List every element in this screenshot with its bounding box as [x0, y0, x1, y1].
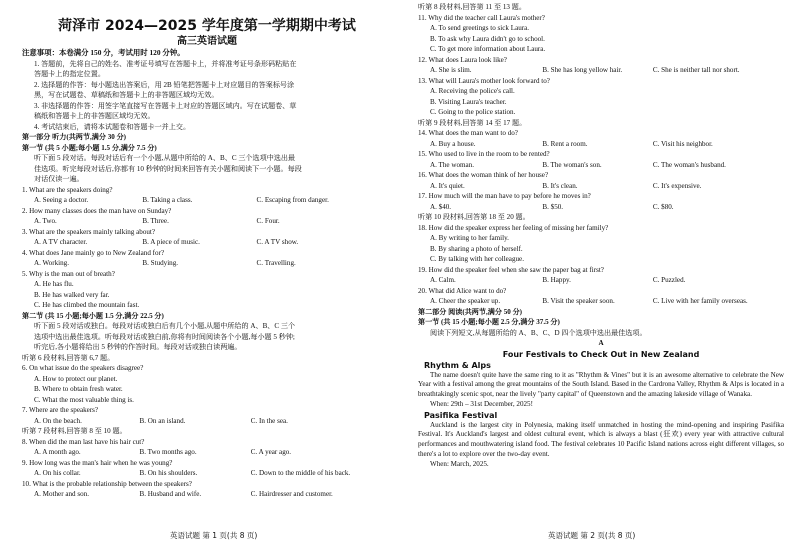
answer-option: C. A year ago.: [250, 448, 292, 456]
answer-option: B. The woman's son.: [542, 160, 602, 169]
answer-options-row: [418, 65, 784, 76]
answer-option: A. $40.: [430, 202, 452, 211]
question-stem: 8. When did the man last have his hair cut?: [22, 437, 145, 446]
answer-option: B. Visiting Laura's teacher.: [430, 97, 507, 106]
question-stem: 6. On what issue do the speakers disagree?: [22, 364, 144, 372]
answer-option: A. He has flu.: [34, 280, 74, 288]
answer-option: C. By talking with her colleague.: [430, 255, 524, 263]
answer-option: C. In the sea.: [250, 416, 288, 425]
festival-heading-2: Pasifika Festival: [424, 410, 498, 420]
question-stem: 1. What are the speakers doing?: [22, 185, 113, 194]
question-stem: 12. What does Laura look like?: [418, 55, 507, 64]
answer-option: B. Happy.: [542, 276, 571, 284]
answer-option: B. Rent a room.: [542, 139, 588, 148]
question-stem: 18. How did the speaker express her feeling of missing her family?: [418, 223, 609, 232]
answer-option: A. Receiving the police's call.: [430, 87, 515, 95]
question-stem: 2. How many classes does the man have on Sunday?: [22, 206, 172, 215]
answer-option: B. Visit the speaker soon.: [542, 297, 615, 305]
material-note: 听第 7 段材料,回答第 8 至 10 题。: [22, 427, 127, 435]
answer-options-row: [418, 275, 784, 286]
instruction-line: 稿纸和答题卡上的非答题区域均无效。: [34, 112, 155, 120]
material-note: 听第 10 段材料,回答第 18 至 20 题。: [418, 213, 530, 221]
answer-option: C. Four.: [256, 217, 280, 225]
question-stem: 14. What does the man want to do?: [418, 129, 518, 137]
answer-option: A. Mother and son.: [34, 490, 89, 498]
answer-option: C. She is neither tall nor short.: [652, 66, 740, 74]
page-footer-left: 英语试题 第 1 页(共 8 页): [170, 531, 258, 540]
answer-option: B. Where to obtain fresh water.: [34, 385, 123, 393]
instruction-line: 1. 答题前，先将自己的姓名、准考证号填写在答题卡上，并将准考证号条形码粘贴在: [34, 59, 297, 68]
question-list-2: [22, 353, 392, 500]
answer-option: C. Visit his neighbor.: [652, 139, 713, 148]
answer-option: C. A TV show.: [256, 238, 299, 246]
instruction-line: 答题卡上的指定位置。: [34, 70, 105, 78]
answer-option: C. Live with her family overseas.: [652, 297, 748, 305]
question-stem: 19. How did the speaker feel when she saw the paper bag at first?: [418, 265, 604, 274]
festival-paragraph-1: The name doesn't quite have the same ring to it as "Rhythm & Vines" but it is an awesome alternative to celebrate the New Year with a festival among the great mountains of the South Island. Based in the Cardrona Valley, Rhythm & Alps is located in a breathtakingly scenic spot, near the lively "party capital" of Queenstown and the amazing lakeside village of Wanaka.: [418, 370, 784, 398]
score-note: 注意事项：本卷满分 150 分，考试用时 120 分钟。: [22, 48, 185, 57]
instructions: [22, 59, 392, 133]
question-stem: 4. What does Jane mainly go to New Zealand for?: [22, 248, 165, 257]
question-stem: 17. How much will the man have to pay before he moves in?: [418, 192, 591, 200]
answer-option: A. She is slim.: [430, 66, 472, 74]
answer-option: C. Travelling.: [256, 259, 296, 267]
answer-option: B. By sharing a photo of herself.: [430, 244, 523, 253]
part1-section2: 第二节 (共 15 小题;每小题 1.5 分,满分 22.5 分): [22, 311, 164, 320]
answer-option: C. Escaping from danger.: [256, 196, 329, 204]
answer-option: A. The woman.: [430, 160, 474, 169]
festival-when-2: When: March, 2025.: [430, 460, 489, 469]
answer-option: A. It's quiet.: [430, 181, 465, 190]
answer-options-row: [418, 202, 784, 213]
direction-line: 对话仅读一遍。: [34, 175, 84, 183]
answer-option: B. To ask why Laura didn't go to school.: [430, 34, 545, 43]
exam-subtitle: 高三英语试题: [177, 36, 237, 47]
answer-options-row: [418, 160, 784, 171]
page-footer-right: 英语试题 第 2 页(共 8 页): [548, 531, 636, 540]
answer-option: A. By writing to her family.: [430, 234, 509, 242]
material-note: 听第 9 段材料,回答第 14 至 17 题。: [418, 118, 527, 127]
passage-title: Four Festivals to Check Out in New Zealand: [502, 349, 700, 359]
instruction-line: 黑，写在试题卷、草稿纸和答题卡上的非答题区域均无效。: [34, 91, 219, 99]
answer-options-row: [418, 296, 784, 307]
answer-options-row: [22, 258, 392, 269]
answer-option: C. It's expensive.: [652, 181, 702, 190]
instruction-line: 3. 非选择题的作答：用签字笔直接写在答题卡上对应的答题区域内。写在试题卷、草: [34, 101, 297, 110]
part2-heading: 第二部分 阅读(共两节,满分 50 分): [418, 307, 523, 316]
question-stem: 5. Why is the man out of breath?: [22, 269, 115, 278]
answer-options-row: [418, 181, 784, 192]
answer-option: C. To get more information about Laura.: [430, 45, 546, 53]
question-stem: 3. What are the speakers mainly talking about?: [22, 227, 156, 236]
question-stem: 16. What does the woman think of her house?: [418, 171, 549, 179]
festival-paragraph-2: Auckland is the largest city in Polynesia, making itself unmatched in hosting the mind-opening and inspiring Pasifika Festival. It's Auckland's largest and oldest cultural event, which is always a blast (狂欢) every year with attractive cultural performances and mouthwatering island food. The festival celebrates 10 Pacific Island nations across eight different villages, so there's a lot to explore over the two-day event.: [418, 420, 784, 458]
question-list-1: [22, 185, 392, 311]
answer-options-row: [22, 195, 392, 206]
passage-letter: A: [598, 339, 604, 347]
answer-options-row: [22, 468, 392, 479]
question-stem: 9. How long was the man's hair when he was young?: [22, 458, 173, 467]
part2-section1: 第一节 (共 15 小题;每小题 2.5 分,满分 37.5 分): [418, 318, 560, 326]
answer-option: B. It's clean.: [542, 181, 578, 190]
answer-option: B. A piece of music.: [142, 238, 200, 246]
question-stem: 20. What did Alice want to do?: [418, 286, 507, 295]
page-two: [408, 0, 794, 547]
direction-line: 佳选项。听完每段对话后,你都有 10 秒钟的时间来回答有关小题和阅读下一小题。每段: [34, 164, 302, 173]
instruction-line: 4. 考试结束后，请将本试题卷和答题卡一并上交。: [34, 122, 191, 131]
answer-option: B. Three.: [142, 217, 169, 225]
section1-directions: [22, 153, 392, 185]
question-stem: 15. Who used to live in the room to be rented?: [418, 150, 550, 158]
answer-option: A. How to protect our planet.: [34, 374, 118, 383]
answer-option: A. Two.: [34, 217, 57, 225]
answer-option: B. Studying.: [142, 259, 179, 267]
answer-option: C. Puzzled.: [652, 276, 686, 284]
answer-option: A. On the beach.: [34, 416, 82, 425]
answer-option: A. Cheer the speaker up.: [430, 297, 501, 305]
answer-options-row: [22, 447, 392, 458]
direction-line: 听完后,各小题将给出 5 秒钟的作答时间。每段对话或独白读两遍。: [34, 343, 242, 351]
answer-options-row: [418, 139, 784, 150]
direction-line: 听下面 5 段对话或独白。每段对话或独白后有几个小题,从题中所给的 A、B、C 三个: [34, 322, 296, 330]
answer-option: B. She has long yellow hair.: [542, 66, 623, 74]
section2-directions: [22, 321, 392, 353]
answer-option: B. Two months ago.: [139, 448, 197, 456]
answer-option: A. A month ago.: [34, 448, 81, 456]
festival-when-1: When: 29th – 31st December, 2025!: [430, 400, 533, 409]
question-stem: 13. What will Laura's mother look forward to?: [418, 76, 550, 85]
answer-option: C. The woman's husband.: [652, 160, 726, 169]
material-note: 听第 6 段材料,回答第 6,7 题。: [22, 353, 115, 362]
answer-option: B. $50.: [542, 202, 564, 211]
part1-section1: 第一节 (共 5 小题;每小题 1.5 分,满分 7.5 分): [22, 143, 157, 152]
answer-option: B. On his shoulders.: [139, 469, 198, 477]
answer-option: A. To send greetings to sick Laura.: [430, 24, 530, 32]
part2-directions: 阅读下列短文,从每题所给的 A、B、C、D 四个选项中选出最佳选项。: [430, 328, 647, 337]
festival-heading-1: Rhythm & Alps: [424, 360, 491, 370]
question-stem: 10. What is the probable relationship between the speakers?: [22, 479, 192, 488]
answer-options-row: [22, 216, 392, 227]
answer-option: A. Calm.: [430, 276, 456, 284]
answer-option: C. What the most valuable thing is.: [34, 395, 134, 404]
answer-option: A. On his collar.: [34, 469, 81, 477]
answer-option: C. Down to the middle of his back.: [250, 469, 351, 477]
answer-option: A. Seeing a doctor.: [34, 196, 89, 204]
answer-options-row: [22, 489, 392, 500]
material-note: 听第 8 段材料,回答第 11 至 13 题。: [418, 3, 526, 11]
answer-option: B. Husband and wife.: [139, 490, 202, 498]
exam-title: 菏泽市 2024—2025 学年度第一学期期中考试: [58, 18, 356, 34]
answer-option: A. A TV character.: [34, 238, 88, 246]
answer-option: B. Taking a class.: [142, 196, 193, 204]
direction-line: 听下面 5 段对话。每段对话后有一个小题,从题中所给的 A、B、C 三个选项中选出最: [34, 154, 296, 162]
direction-line: 选项中选出最佳选项。听每段对话或独白前,你将有时间阅读各个小题,每小题 5 秒钟;: [34, 332, 295, 341]
answer-options-row: [22, 416, 392, 427]
answer-option: C. $80.: [652, 202, 674, 211]
answer-options-row: [22, 237, 392, 248]
answer-option: B. On an island.: [139, 416, 186, 425]
question-stem: 11. Why did the teacher call Laura's mother?: [418, 13, 545, 22]
question-list-3: [418, 2, 784, 307]
answer-option: A. Buy a house.: [430, 139, 476, 148]
instruction-line: 2. 选择题的作答：每小题选出答案后，用 2B 铅笔把答题卡上对应题目的答案标号涂: [34, 80, 295, 89]
answer-option: B. He has walked very far.: [34, 290, 110, 299]
answer-option: C. He has climbed the mountain fast.: [34, 301, 140, 309]
question-stem: 7. Where are the speakers?: [22, 406, 99, 414]
answer-option: C. Going to the police station.: [430, 108, 516, 116]
answer-option: C. Hairdresser and customer.: [250, 490, 333, 498]
answer-option: A. Working.: [34, 259, 69, 267]
part1-heading: 第一部分 听力(共两节,满分 30 分): [22, 133, 127, 141]
